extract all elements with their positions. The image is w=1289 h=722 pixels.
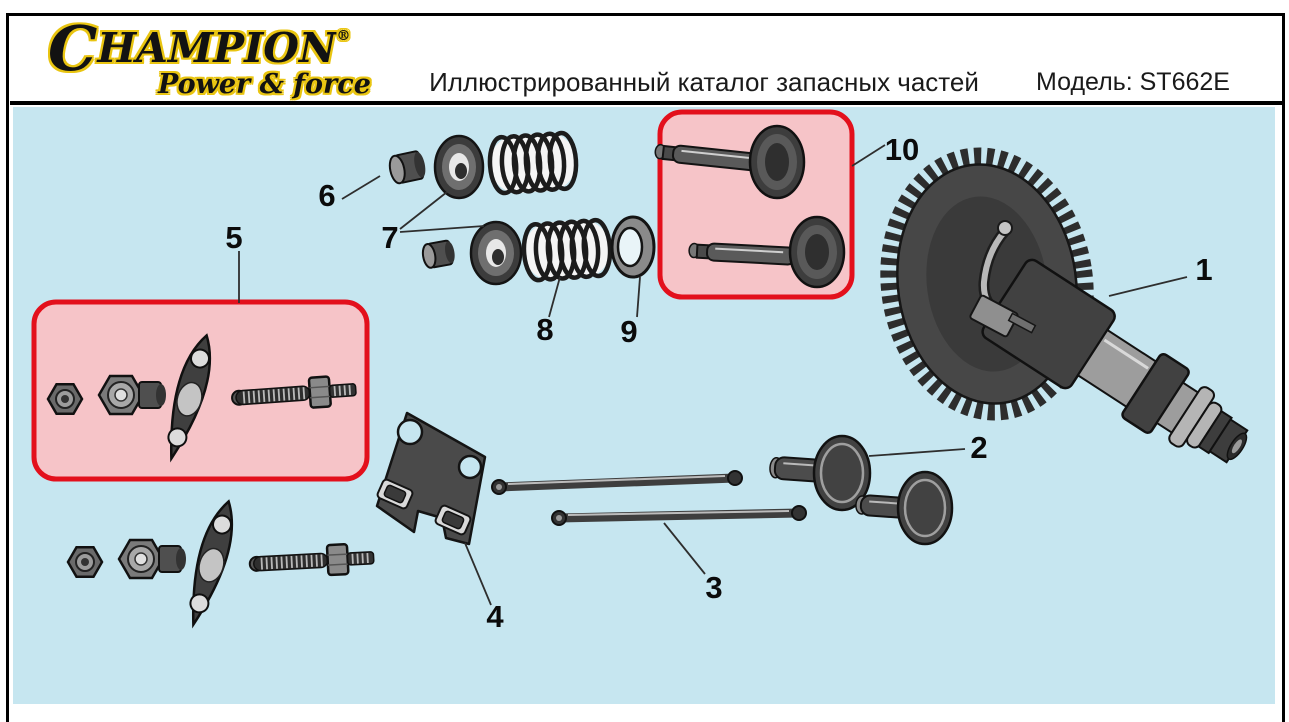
callout-4: 4 — [486, 599, 504, 634]
callout-10: 10 — [884, 132, 920, 167]
brand-rest: HAMPION — [97, 24, 337, 72]
callout-8: 8 — [536, 312, 554, 347]
spring-retainer-part — [435, 136, 483, 198]
brand-tagline: Power & force — [158, 69, 371, 100]
model-label: Модель: ST662E — [1036, 68, 1230, 96]
champion-logo — [48, 12, 371, 100]
callout-5: 5 — [225, 220, 243, 255]
valve-rotator-part — [612, 217, 654, 277]
registered-mark: ® — [336, 28, 351, 44]
exploded-parts-diagram — [13, 107, 1275, 704]
brand-initial: C — [48, 12, 98, 85]
callout-6: 6 — [318, 178, 336, 213]
hex-nut-part — [48, 384, 82, 413]
pivot-nut-part — [99, 376, 166, 414]
callout-1: 1 — [1195, 252, 1213, 287]
callout-3: 3 — [705, 570, 723, 605]
callout-9: 9 — [620, 314, 638, 349]
valve-spring-part — [522, 218, 612, 282]
valve-spring-part — [488, 131, 578, 195]
callout-7: 7 — [381, 220, 399, 255]
valve-cap-part — [421, 240, 456, 269]
callout-2: 2 — [970, 430, 988, 465]
spring-retainer-part — [471, 222, 521, 284]
pivot-nut-part — [119, 540, 186, 578]
diagram-canvas — [13, 107, 1275, 704]
page-title: Иллюстрированный каталог запасных частей — [429, 67, 979, 97]
header-divider — [10, 101, 1283, 105]
hex-nut-part — [68, 547, 102, 576]
